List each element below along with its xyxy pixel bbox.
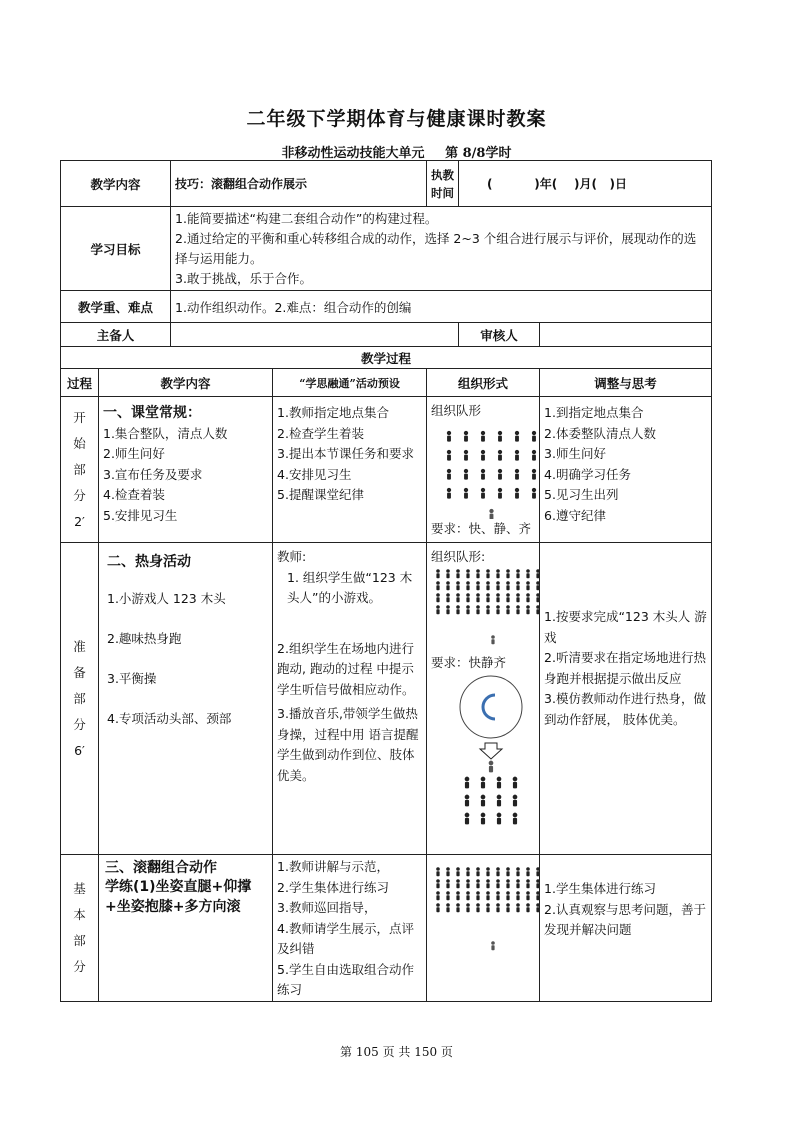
teacher-icon <box>491 635 495 644</box>
student-icon <box>481 813 486 825</box>
running-track-icon <box>460 676 522 738</box>
org-label: 组织队形: <box>431 549 486 564</box>
content-item: 5.安排见习生 <box>103 507 178 523</box>
student-icon <box>446 891 450 900</box>
page-number: 第 105 页 共 150 页 <box>340 1045 453 1059</box>
formation-diagram <box>431 565 540 647</box>
student-icon <box>476 605 480 614</box>
student-icon <box>436 867 440 876</box>
student-icon <box>476 867 480 876</box>
activity-item: 4.安排见习生 <box>277 466 352 482</box>
activity-item: 2.组织学生在场地内进行跑动, 跑动的过程 中提示学生听信号做相应动作。 <box>277 640 415 697</box>
main-activities <box>273 855 427 1002</box>
student-icon <box>515 469 519 480</box>
student-icon <box>506 903 510 912</box>
activity-item: 1.教师指定地点集合 <box>277 405 389 420</box>
formation-diagram <box>431 419 540 519</box>
student-icon <box>513 795 518 807</box>
student-icon <box>436 593 440 602</box>
direction-arrow-icon <box>483 695 495 719</box>
student-icon <box>456 867 460 876</box>
student-icon <box>532 450 536 461</box>
student-icon <box>516 891 520 900</box>
main-preparer-value <box>171 323 459 347</box>
warmup-organization <box>427 543 540 855</box>
student-icon <box>456 569 460 578</box>
student-icon <box>466 903 470 912</box>
reflection-item: 3.师生问好 <box>544 446 606 461</box>
student-icon <box>506 891 510 900</box>
student-icon <box>446 879 450 888</box>
student-icon <box>476 569 480 578</box>
student-icon <box>506 581 510 590</box>
student-icon <box>496 867 500 876</box>
student-icon <box>476 879 480 888</box>
warmup-reflection <box>540 543 712 855</box>
student-icon <box>436 891 440 900</box>
student-icon <box>446 867 450 876</box>
student-icon <box>498 431 502 442</box>
reflection-item: 2.听清要求在指定场地进行热身跑并根据提示做出反应 <box>544 650 706 686</box>
student-icon <box>486 903 490 912</box>
content-value: 技巧：滚翻组合动作展示 <box>171 161 427 207</box>
student-icon <box>465 795 470 807</box>
org-requirement: 要求：快静齐 <box>431 655 507 670</box>
student-icon <box>513 813 518 825</box>
phase-main: 基 本 部 分 <box>61 855 99 1002</box>
org-label: 组织队形 <box>431 403 482 418</box>
main-organization <box>427 855 540 1002</box>
student-icon <box>464 488 468 499</box>
student-icon <box>496 879 500 888</box>
lesson-number: 第 8/8学时 <box>445 146 512 161</box>
content-item: 4.专项活动头部、颈部 <box>107 711 232 726</box>
goals-label: 学习目标 <box>61 207 171 291</box>
student-icon <box>447 450 451 461</box>
reviewer-label: 审核人 <box>459 323 540 347</box>
student-icon <box>526 593 530 602</box>
content-item: 2.师生问好 <box>103 446 165 461</box>
activity-item: 3.提出本节课任务和要求 <box>277 446 414 461</box>
student-icon <box>486 569 490 578</box>
student-icon <box>447 488 451 499</box>
student-icon <box>466 569 470 578</box>
student-icon <box>464 431 468 442</box>
start-organization <box>427 397 540 543</box>
activity-item: 1.教师讲解与示范， <box>277 859 389 874</box>
teacher-icon <box>489 761 494 773</box>
student-icon <box>456 879 460 888</box>
student-icon <box>506 867 510 876</box>
student-icon <box>446 903 450 912</box>
student-icon <box>496 605 500 614</box>
activity-item: 3.教师巡回指导， <box>277 900 377 915</box>
main-content <box>99 855 273 1002</box>
student-icon <box>486 581 490 590</box>
section-title: 二、热身活动 <box>107 554 191 570</box>
student-icon <box>476 581 480 590</box>
student-icon <box>532 488 536 499</box>
student-icon <box>516 569 520 578</box>
student-icon <box>446 593 450 602</box>
reviewer-value <box>540 323 712 347</box>
student-icon <box>465 813 470 825</box>
lesson-plan-table <box>60 160 712 1002</box>
student-icon <box>516 593 520 602</box>
content-item: 1.集合整队，清点人数 <box>103 425 228 441</box>
student-icon <box>476 593 480 602</box>
reflection-item: 1.学生集体进行练习 <box>544 881 656 896</box>
student-icon <box>506 605 510 614</box>
content-item: 3.平衡操 <box>107 671 157 686</box>
col-header-content: 教学内容 <box>99 369 273 397</box>
student-icon <box>515 488 519 499</box>
student-icon <box>515 450 519 461</box>
student-icon <box>496 581 500 590</box>
student-icon <box>466 891 470 900</box>
student-icon <box>436 903 440 912</box>
activity-item: 5.学生自由选取组合动作练习 <box>277 961 414 997</box>
student-icon <box>526 605 530 614</box>
student-icon <box>497 795 502 807</box>
running-circle-diagram <box>431 671 540 831</box>
student-icon <box>506 569 510 578</box>
student-icon <box>506 879 510 888</box>
activity-item: 2.检查学生着装 <box>277 425 364 441</box>
down-arrow-icon <box>480 743 502 759</box>
student-icon <box>466 581 470 590</box>
student-icon <box>481 488 485 499</box>
student-icon <box>513 777 518 789</box>
org-requirement: 要求：快、静、齐 <box>431 521 532 536</box>
student-icon <box>486 891 490 900</box>
content-item: 1.小游戏人 123 木头 <box>107 591 226 606</box>
student-icon <box>466 593 470 602</box>
student-icon <box>436 605 440 614</box>
student-icon <box>526 879 530 888</box>
student-icon <box>476 891 480 900</box>
student-icon <box>496 891 500 900</box>
student-icon <box>446 581 450 590</box>
reflection-item: 2.体委整队清点人数 <box>544 425 656 441</box>
student-icon <box>446 605 450 614</box>
document-subtitle <box>0 142 793 161</box>
student-icon <box>496 903 500 912</box>
student-icon <box>447 469 451 480</box>
student-icon <box>481 777 486 789</box>
student-icon <box>456 891 460 900</box>
start-content <box>99 397 273 543</box>
student-icon <box>436 581 440 590</box>
phase-warmup: 准 备 部 分 6′ <box>61 543 99 855</box>
time-value: ( )年( )月( )日 <box>459 161 712 207</box>
content-item: 2.趣味热身跑 <box>107 631 182 646</box>
document-title: 二年级下学期体育与健康课时教案 <box>246 108 547 130</box>
student-icon <box>481 450 485 461</box>
main-preparer-label: 主备人 <box>61 323 171 347</box>
student-icon <box>476 903 480 912</box>
process-header: 教学过程 <box>61 347 712 369</box>
col-header-reflection: 调整与思考 <box>540 369 712 397</box>
start-reflection <box>540 397 712 543</box>
student-icon <box>465 777 470 789</box>
student-icon <box>497 777 502 789</box>
teacher-icon <box>489 509 493 519</box>
student-icon <box>466 867 470 876</box>
activity-item: 3.播放音乐,带领学生做热身操，过程中用 语言提醒学生做到动作到位、肢体优美。 <box>277 706 419 783</box>
content-sub: 学练(1)坐姿直腿+仰撑+坐姿抱膝+多方向滚 <box>105 879 252 915</box>
student-icon <box>516 903 520 912</box>
reflection-item: 1.到指定地点集合 <box>544 405 644 420</box>
activity-item: 5.提醒课堂纪律 <box>277 487 364 502</box>
activity-head: 教师: <box>277 549 307 564</box>
reflection-item: 4.明确学习任务 <box>544 466 631 482</box>
student-icon <box>447 431 451 442</box>
unit-name: 非移动性运动技能大单元 <box>281 146 425 161</box>
student-icon <box>456 593 460 602</box>
activity-item: 2.学生集体进行练习 <box>277 879 389 895</box>
student-icon <box>436 879 440 888</box>
student-icon <box>532 431 536 442</box>
start-activities <box>273 397 427 543</box>
phase-start: 开 始 部 分 2′ <box>61 397 99 543</box>
student-icon <box>498 488 502 499</box>
student-icon <box>466 605 470 614</box>
student-icon <box>516 867 520 876</box>
student-icon <box>496 569 500 578</box>
reflection-item: 5.见习生出列 <box>544 487 619 502</box>
goal-item: 3.敢于挑战，乐于合作。 <box>175 270 312 286</box>
main-reflection <box>540 855 712 1002</box>
content-item: 3.宣布任务及要求 <box>103 466 203 482</box>
activity-item: 4.教师请学生展示，点评及纠错 <box>277 920 414 956</box>
activity-item: 1. 组织学生做“123 木头人”的小游戏。 <box>287 569 413 605</box>
student-icon <box>526 903 530 912</box>
formation-diagram <box>431 863 540 953</box>
student-icon <box>481 795 486 807</box>
content-label: 教学内容 <box>61 161 171 207</box>
student-icon <box>532 469 536 480</box>
student-icon <box>498 450 502 461</box>
student-icon <box>464 450 468 461</box>
student-icon <box>456 605 460 614</box>
time-label: 执教 时间 <box>427 161 459 207</box>
reflection-item: 1.按要求完成“123 木头人 游戏 <box>544 609 707 645</box>
col-header-phase: 过程 <box>61 369 99 397</box>
warmup-activities <box>273 543 427 855</box>
goals-list <box>171 207 712 291</box>
key-points-label: 教学重、难点 <box>61 291 171 323</box>
goal-item: 2.通过给定的平衡和重心转移组合成的动作，选择 2~3 个组合进行展示与评价，展现动作的选择与运用能力。 <box>175 230 697 266</box>
student-icon <box>481 469 485 480</box>
student-icon <box>486 605 490 614</box>
student-icon <box>516 581 520 590</box>
student-icon <box>497 813 502 825</box>
student-icon <box>486 867 490 876</box>
student-icon <box>464 469 468 480</box>
student-icon <box>526 569 530 578</box>
student-icon <box>436 569 440 578</box>
student-icon <box>456 581 460 590</box>
student-icon <box>481 431 485 442</box>
student-icon <box>496 593 500 602</box>
student-icon <box>466 879 470 888</box>
col-header-organization: 组织形式 <box>427 369 540 397</box>
student-icon <box>526 891 530 900</box>
student-icon <box>515 431 519 442</box>
reflection-item: 3.模仿教师动作进行热身，做到动作舒展， 肢体优美。 <box>544 691 706 727</box>
content-item: 4.检查着装 <box>103 487 165 502</box>
key-points-value: 1.动作组织动作。2.难点：组合动作的创编 <box>171 291 712 323</box>
goal-item: 1.能简要描述“构建二套组合动作”的构建过程。 <box>175 210 438 226</box>
student-icon <box>526 581 530 590</box>
warmup-content <box>99 543 273 855</box>
student-icon <box>516 879 520 888</box>
teacher-icon <box>491 941 495 950</box>
student-icon <box>486 593 490 602</box>
col-header-activity: “学思融通”活动预设 <box>273 369 427 397</box>
student-icon <box>506 593 510 602</box>
student-icon <box>486 879 490 888</box>
reflection-item: 6.遵守纪律 <box>544 507 606 523</box>
student-icon <box>498 469 502 480</box>
student-icon <box>516 605 520 614</box>
student-icon <box>446 569 450 578</box>
reflection-item: 2.认真观察与思考问题，善于发现并解决问题 <box>544 901 706 937</box>
student-icon <box>456 903 460 912</box>
section-title: 一、课堂常规： <box>103 405 201 421</box>
section-title: 三、滚翻组合动作 <box>105 860 217 876</box>
student-icon <box>526 867 530 876</box>
